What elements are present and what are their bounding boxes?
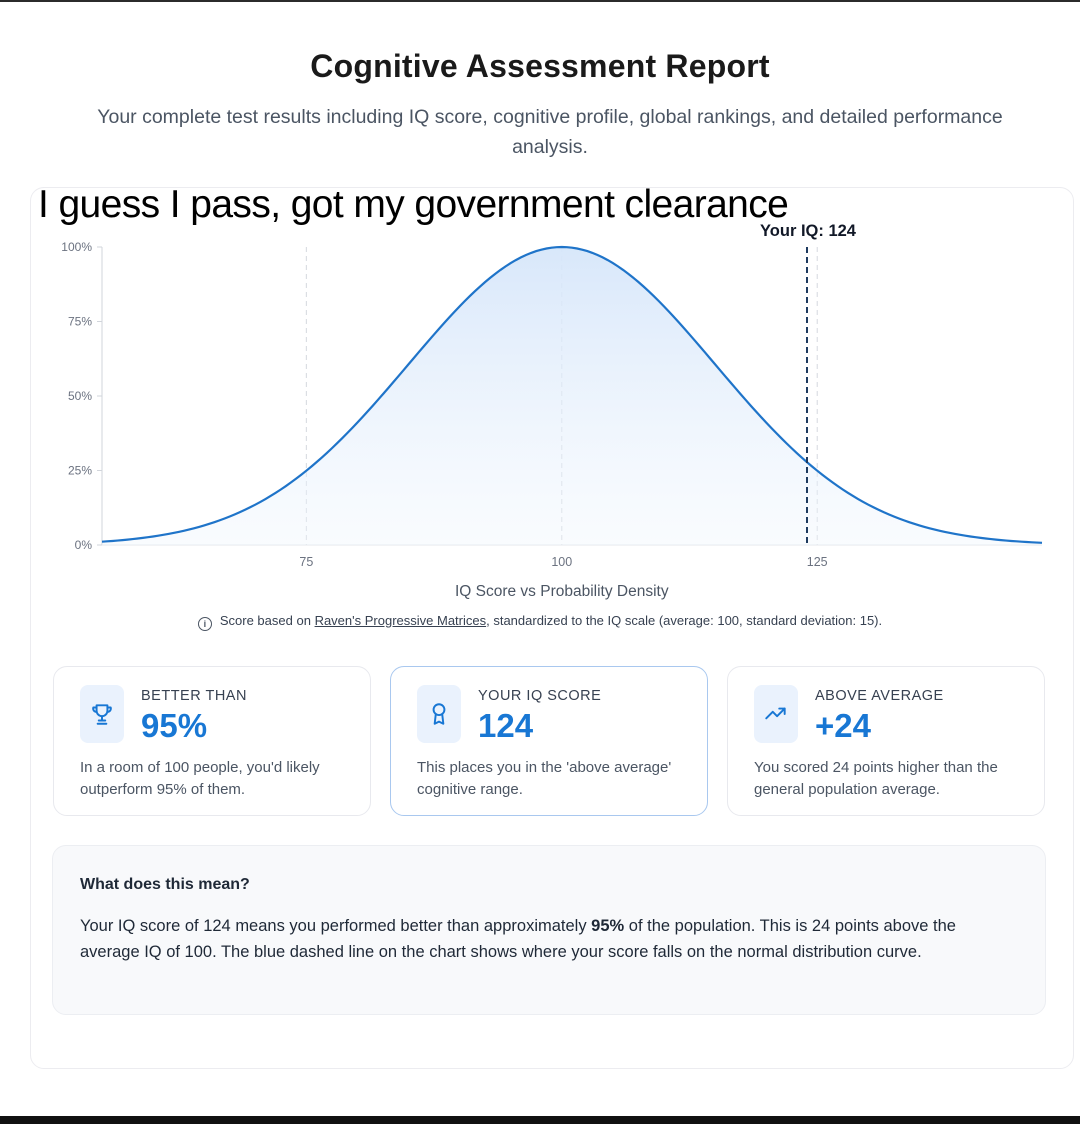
your-score-label: Your IQ: 124 [760,222,856,240]
stat-value: 95% [141,707,208,744]
x-axis-label: IQ Score vs Probability Density [454,583,669,600]
stat-description: You scored 24 points higher than the general population average. [754,759,998,798]
bottom-bar [0,1116,1080,1124]
x-tick-label: 100 [551,555,573,569]
y-tick-label: 25% [67,463,92,478]
explanation-highlight: 95% [591,917,625,935]
stat-label: BETTER THAN [141,688,247,704]
y-tick-label: 75% [67,314,92,329]
stat-value: 124 [478,707,534,744]
stat-card-better-than [53,666,371,816]
x-tick-label: 125 [806,555,828,569]
y-tick-label: 0% [74,538,92,552]
explanation-box [52,845,1046,1015]
chart-note [0,613,1080,631]
meme-caption: I guess I pass, got my government clearance [38,183,789,226]
trending-up-icon [754,685,798,743]
page-subtitle: Your complete test results including IQ score, cognitive profile, global rankings, and detailed performance analysis. [97,106,1003,158]
award-ribbon-icon [417,685,461,743]
explanation-text: Your IQ score of 124 means you performed better than approximately [80,917,592,935]
page-title: Cognitive Assessment Report [310,48,770,84]
stat-label: YOUR IQ SCORE [478,688,602,704]
trophy-icon [80,685,124,743]
distribution-area [102,247,1042,545]
explanation-title: What does this mean? [80,876,250,893]
stat-description: In a room of 100 people, you'd likely outperform 95% of them. [80,759,320,798]
stat-description: This places you in the 'above average' cognitive range. [417,759,672,798]
x-tick-label: 75 [299,555,314,569]
explanation-body [80,913,1010,965]
y-tick-label: 50% [67,389,92,403]
stat-value: +24 [815,707,871,744]
ravens-matrices-link[interactable]: Raven's Progressive Matrices [314,613,487,628]
note-prefix: Score based on [219,613,311,628]
stat-label: ABOVE AVERAGE [815,688,944,704]
note-suffix: , standardized to the IQ scale (average: 100, standard deviation: 15). [486,613,883,628]
stat-card-above-average [727,666,1045,816]
y-tick-label: 100% [61,240,92,254]
stat-card-iq-score [390,666,708,816]
explanation-text: of the population. This is 24 points above the average IQ of 100. The blue dashed line on the chart shows where your score falls on the normal distribution curve. [80,917,956,961]
info-icon: i [198,617,212,631]
